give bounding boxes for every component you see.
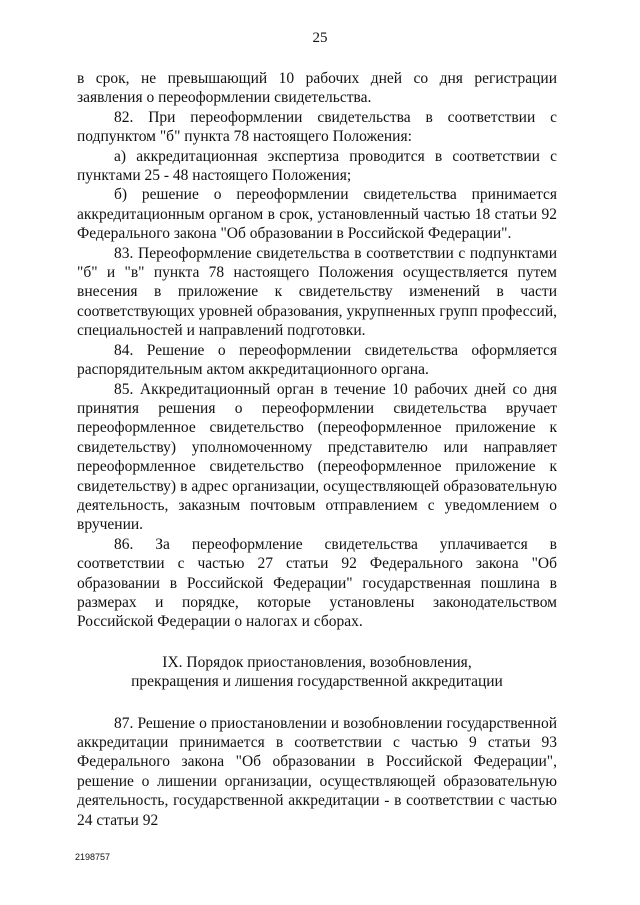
paragraph-82-a: а) аккредитационная экспертиза проводится в соответствии с пунктами 25 - 48 настоящего Положения; <box>77 147 557 185</box>
paragraph-87: 87. Решение о приостановлении и возобновлении государственной аккредитации принимается в соответствии с частью 9 статьи 93 Федерального закона "Об образовании в Российской Федерации", решение о лишении организации, осуществляющей образовательную деятельность, государственной аккредитации - в соответствии с частью 24 статьи 92 <box>77 714 557 829</box>
paragraph-82-b: б) решение о переоформлении свидетельства принимается аккредитационным органом в срок, установленный частью 18 статьи 92 Федерального закона "Об образовании в Российской Федерации". <box>77 186 557 243</box>
paragraph-84: 84. Решение о переоформлении свидетельства оформляется распорядительным актом аккредитационного органа. <box>77 341 557 379</box>
paragraph-continuation: в срок, не превышающий 10 рабочих дней со дня регистрации заявления о переоформлении свидетельства. <box>77 70 557 107</box>
paragraph-82: 82. При переоформлении свидетельства в соответствии с подпунктом "б" пункта 78 настоящего Положения: <box>77 108 557 146</box>
document-id: 2198757 <box>75 852 111 862</box>
section-heading-line-2: прекращения и лишения государственной аккредитации <box>131 673 503 691</box>
paragraph-86: 86. За переоформление свидетельства уплачивается в соответствии с частью 27 статьи 92 Федерального закона "Об образовании в Российской Федерации" государственная пошлина в размерах и порядке, которые установлены законодательством Российской Федерации о налогах и сборах. <box>77 535 557 631</box>
section-heading-line-1: IX. Порядок приостановления, возобновления, <box>162 653 472 671</box>
paragraph-83: 83. Переоформление свидетельства в соответствии с подпунктами "б" и "в" пункта 78 настоящего Положения осуществляется путем внесения в приложение к свидетельству изменений в части соответствующих уровней образования, укрупненных групп профессий, специальностей и направлений подготовки. <box>77 244 557 340</box>
page-number: 25 <box>312 30 328 46</box>
document-body <box>77 69 557 830</box>
paragraph-85: 85. Аккредитационный орган в течение 10 рабочих дней со дня принятия решения о переоформлении свидетельства вручает переоформленное свидетельство (переоформленное приложение к свидетельству) уполномоченному представителю или направляет переоформленное свидетельство (переоформленное приложение к свидетельству) в адрес организации, осуществляющей образовательную деятельность, заказным почтовым отправлением с уведомлением о вручении. <box>77 380 557 534</box>
section-heading <box>77 653 557 692</box>
